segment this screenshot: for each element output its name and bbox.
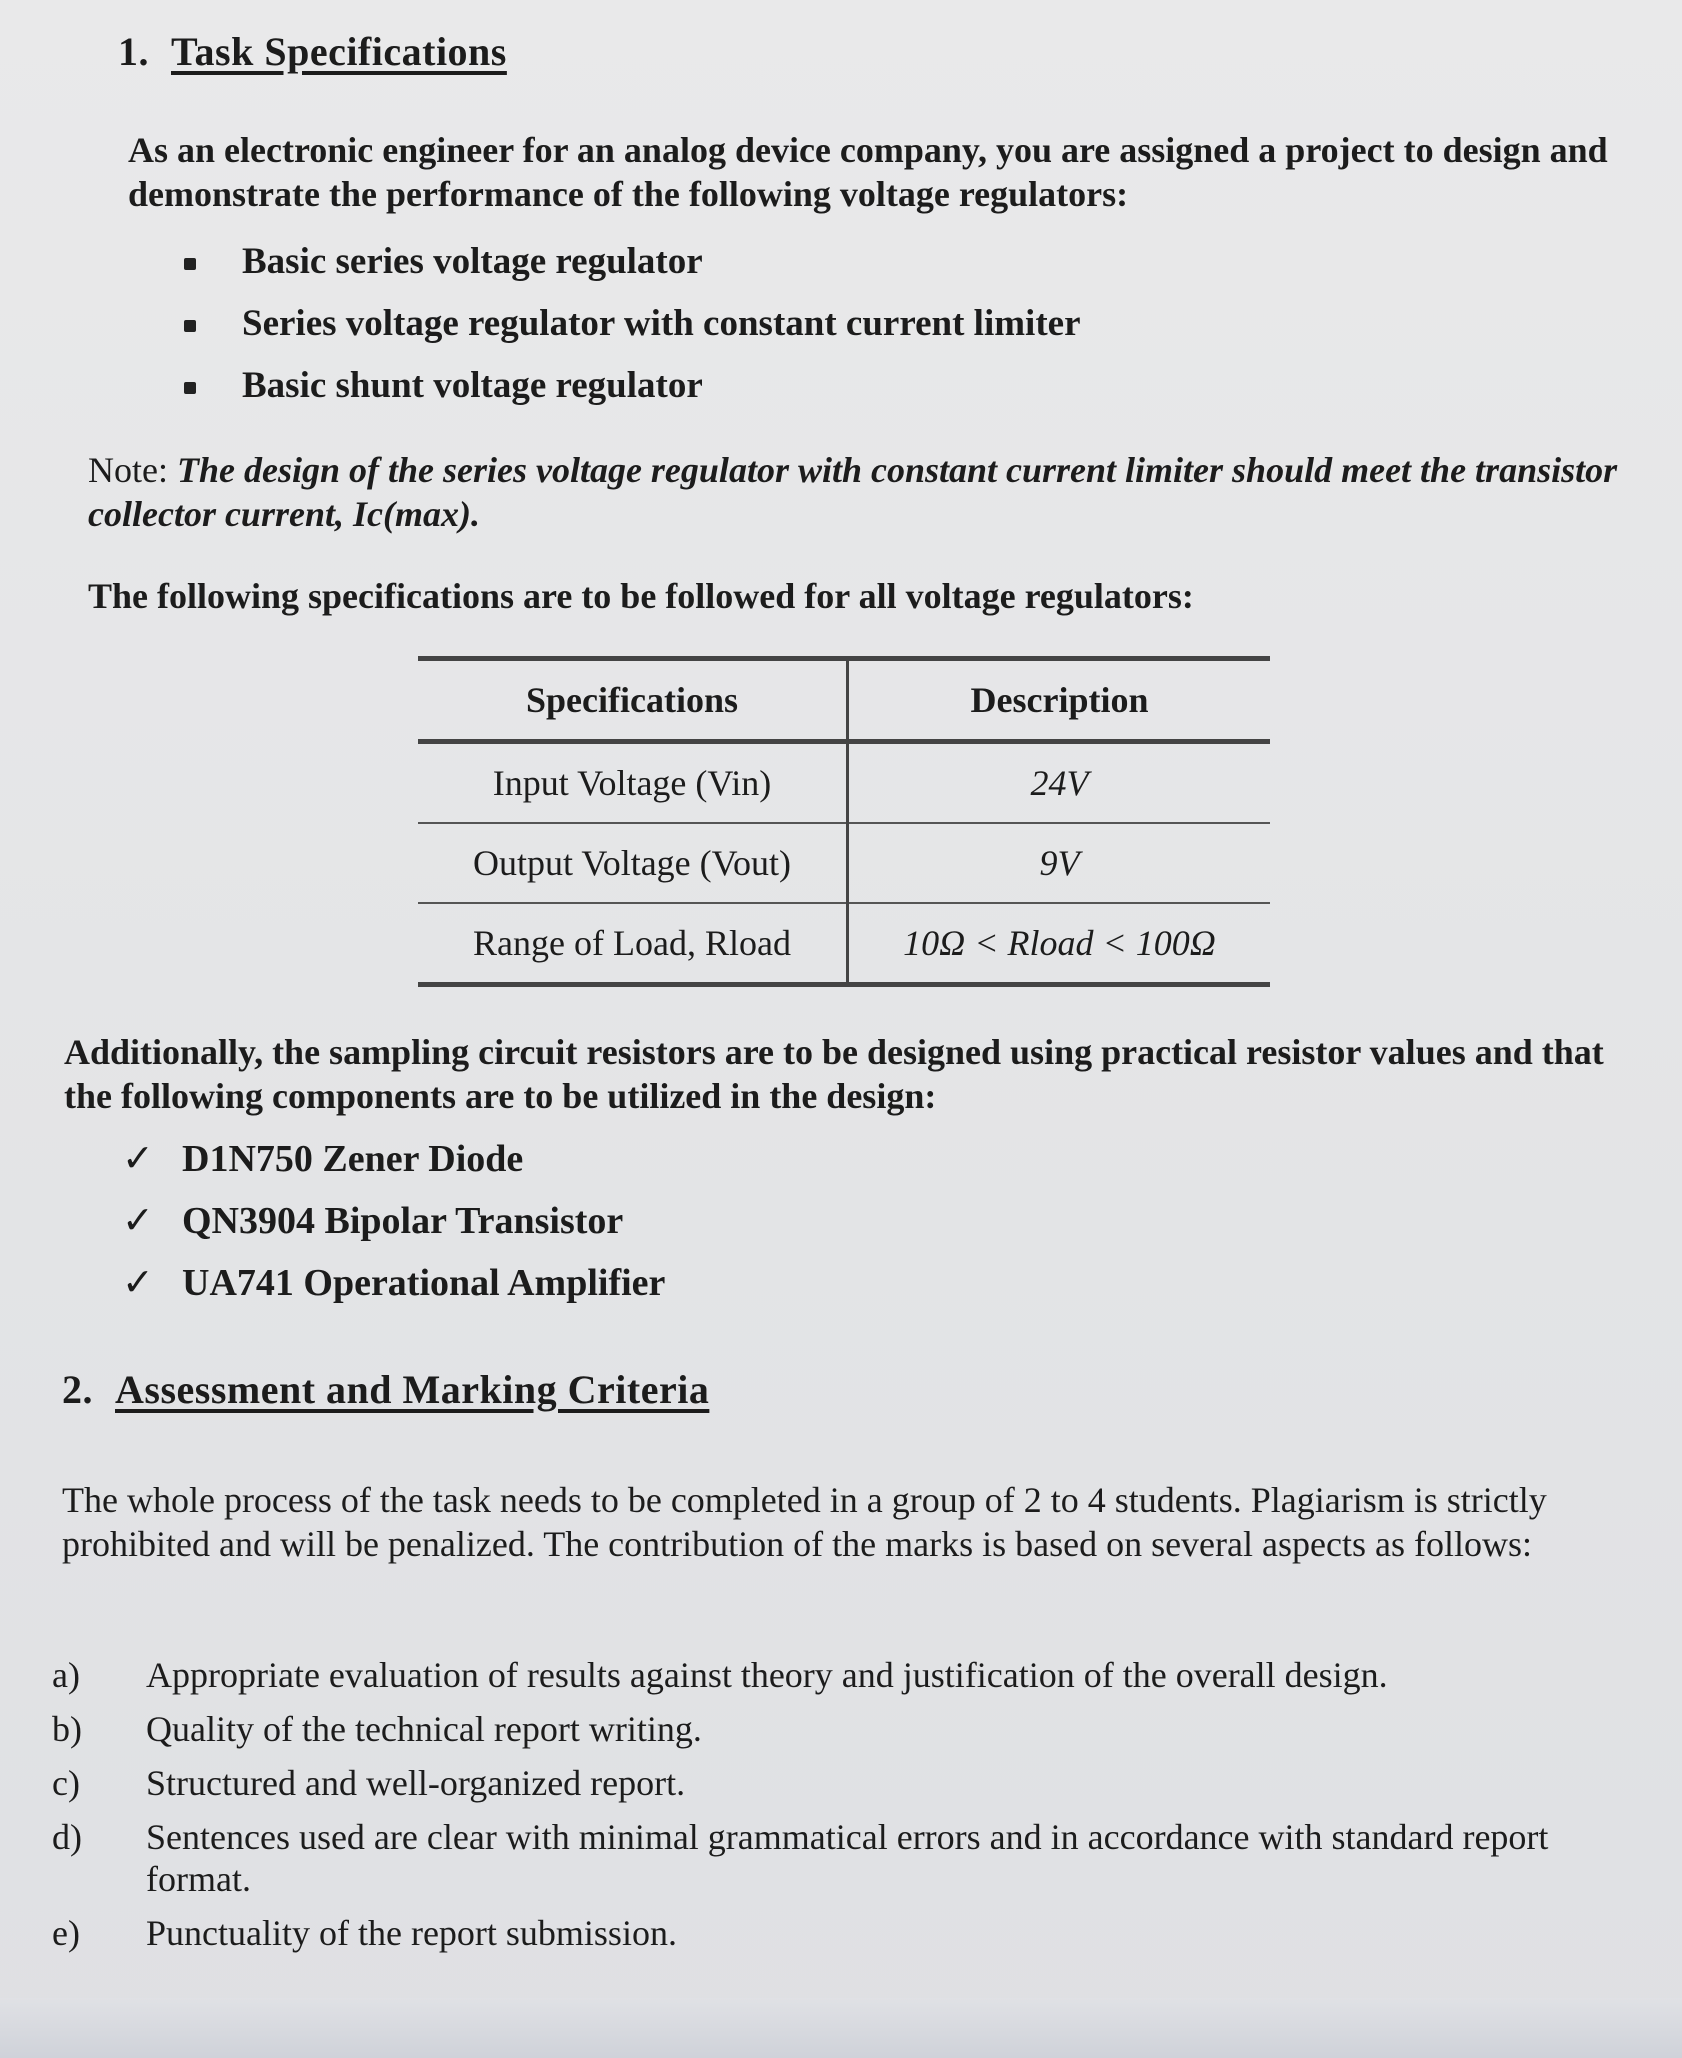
check-icon: ✓ [122, 1138, 154, 1180]
item-letter: a) [52, 1655, 80, 1695]
bullet-icon [184, 258, 196, 270]
list-item: e) Punctuality of the report submission. [52, 1913, 677, 1953]
component-list [122, 1136, 665, 1322]
bullet-icon [184, 320, 196, 332]
check-icon: ✓ [122, 1262, 154, 1304]
bullet-icon [184, 382, 196, 394]
additional-paragraph: Additionally, the sampling circuit resistors are to be designed using practical resistor values and that the following components are to be utilized in the design: [64, 1032, 1604, 1116]
section2-intro: The whole process of the task needs to be completed in a group of 2 to 4 students. Plagiarism is strictly prohibited and will be penalized. The contribution of the marks is based on several aspects as follows: [62, 1480, 1547, 1564]
spec-name-cell: Range of Load, Rload [418, 903, 848, 985]
table-row [418, 903, 1270, 985]
list-item: a) Appropriate evaluation of results against theory and justification of the overall design. [52, 1655, 1388, 1695]
regulator-list [180, 240, 1081, 426]
item-letter: e) [52, 1913, 80, 1953]
spec-name-cell: Output Voltage (Vout) [418, 823, 848, 903]
spec-intro: The following specifications are to be followed for all voltage regulators: [88, 576, 1194, 616]
screen-bottom-band [0, 1998, 1682, 2058]
section1-title: Task Specifications [171, 29, 507, 74]
table-header-row [418, 659, 1270, 742]
list-item: c) Structured and well-organized report. [52, 1763, 686, 1803]
list-item: Series voltage regulator with constant current limiter [180, 302, 1081, 364]
list-item: ✓ D1N750 Zener Diode [122, 1138, 524, 1180]
list-item: ✓ UA741 Operational Amplifier [122, 1262, 666, 1304]
column-header: Specifications [418, 659, 848, 742]
item-letter: c) [52, 1763, 80, 1803]
column-header: Description [848, 659, 1271, 742]
section2-number: 2. [62, 1367, 93, 1412]
note-text: The design of the series voltage regulator with constant current limiter should meet the transistor collector current, Ic(max). [88, 450, 1618, 534]
item-letter: d) [52, 1817, 82, 1857]
table-row [418, 823, 1270, 903]
spec-name-cell: Input Voltage (Vin) [418, 742, 848, 824]
list-item: ✓ QN3904 Bipolar Transistor [122, 1200, 624, 1242]
list-item: Basic series voltage regulator [180, 240, 1081, 302]
section1-heading [118, 28, 507, 75]
list-item: Basic shunt voltage regulator [180, 364, 1081, 426]
list-item: d) Sentences used are clear with minimal grammatical errors and in accordance with standard report format. [52, 1817, 1549, 1899]
list-item: b) Quality of the technical report writing. [52, 1709, 702, 1749]
item-letter: b) [52, 1709, 82, 1749]
check-icon: ✓ [122, 1200, 154, 1242]
note-label: Note: [88, 450, 177, 490]
section2-title: Assessment and Marking Criteria [115, 1367, 710, 1412]
marking-criteria-list [52, 1654, 1642, 1966]
specifications-table [418, 656, 1270, 987]
section2-heading [62, 1366, 709, 1413]
spec-value-cell: 9V [848, 823, 1271, 903]
spec-value-cell: 24V [848, 742, 1271, 824]
table-row [418, 742, 1270, 824]
design-note [88, 448, 1618, 536]
spec-value-cell: 10Ω < Rload < 100Ω [848, 903, 1271, 985]
section1-intro: As an electronic engineer for an analog device company, you are assigned a project to design and demonstrate the performance of the following voltage regulators: [128, 130, 1608, 214]
section1-number: 1. [118, 29, 149, 74]
